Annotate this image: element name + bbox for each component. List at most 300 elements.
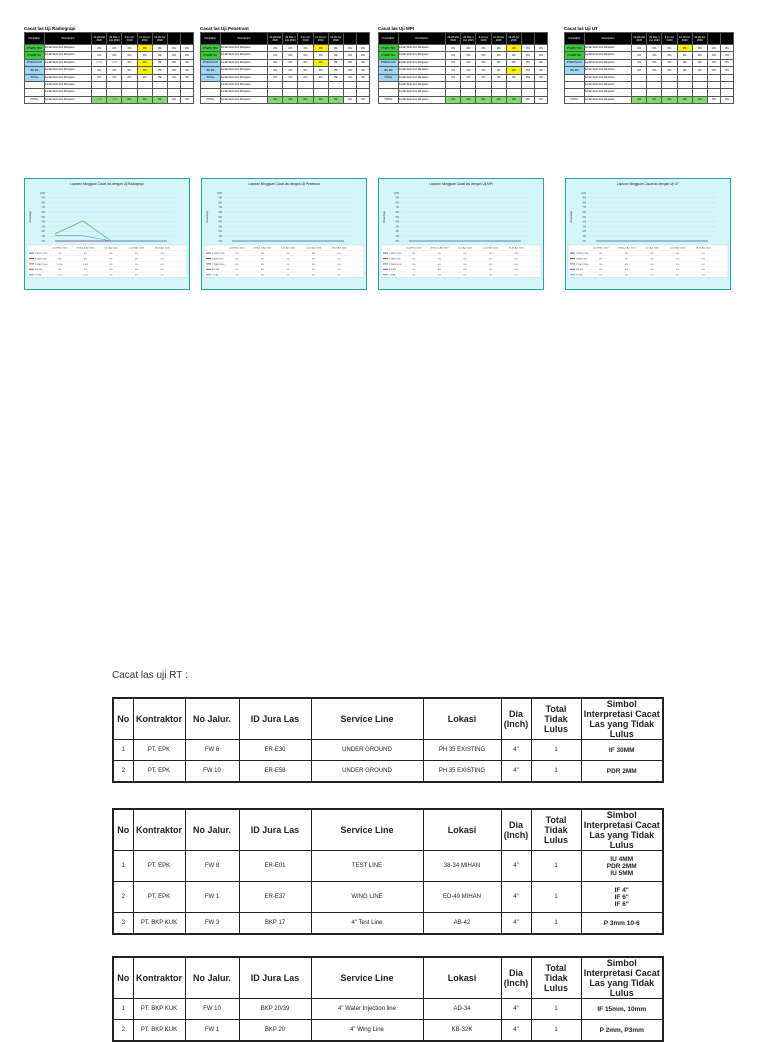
sheet-cell: 0% <box>534 96 547 103</box>
sheet-cell: 0% <box>268 67 283 74</box>
rt-header-cell: ID Jura Las <box>239 698 311 740</box>
sheet-cell: 0% <box>122 74 137 81</box>
sheet-row-label: TOTAL <box>379 74 399 81</box>
chart-data-label: 0% <box>58 258 62 261</box>
sheet-cell <box>647 89 662 96</box>
chart-ytick: 1% <box>218 235 222 238</box>
sheet-cell: 0% <box>137 45 152 52</box>
sheet-row-desc: Jumlah Weld Joint Diinspeksi <box>584 81 632 88</box>
sheet-cell: 0% <box>283 96 298 103</box>
chart-ytick: 6% <box>395 211 399 214</box>
sheet-header-cell: Description <box>44 33 92 45</box>
chart-data-label: 0% <box>489 274 493 277</box>
sheet-row-desc: Jumlah Weld Joint Diinspeksi <box>584 96 632 103</box>
sheet-header-cell: Kontraktor <box>201 33 221 45</box>
sheet-cell: 0% <box>92 52 107 59</box>
rt-cell: WING LINE <box>311 882 423 913</box>
sheet-row <box>201 96 370 103</box>
sheet-row-label: PT.EPK TRX <box>201 45 221 52</box>
chart-legend-label: IKK ER <box>576 269 584 272</box>
sheet-cell: 0% <box>298 74 313 81</box>
chart-ytick: 7% <box>41 206 45 210</box>
sheet-row-label: TOTAL <box>25 74 45 81</box>
rt-cell: 1 <box>531 999 581 1020</box>
sheet-cell <box>122 81 137 88</box>
sheet-cell: 0% <box>461 74 476 81</box>
sheet-cell: 0% <box>180 96 193 103</box>
chart-title: Laporan Mingguan Cacat las dengan Uji Penetrant <box>248 182 320 186</box>
sheet-cell: 0% <box>152 45 167 52</box>
sheet-cell: 0% <box>298 59 313 66</box>
sheet-cell: 0% <box>707 96 720 103</box>
sheet-row-label <box>25 81 45 88</box>
sheet-cell <box>720 89 733 96</box>
sheet-row-desc: Jumlah Weld Joint Diinspeksi <box>44 45 92 52</box>
rt-cell: 4" <box>501 740 531 761</box>
sheet-cell: 0% <box>328 59 343 66</box>
sheet-header-cell: 12-18 Apr 2020 <box>491 33 506 45</box>
rt-cell: ED-49 MIHAN <box>423 882 501 913</box>
chart-data-label: 0% <box>676 274 680 277</box>
rt-cell: PT. EPK <box>133 740 185 761</box>
chart-data-label: 0% <box>235 253 239 255</box>
sheet-header-cell: 5-11 Apr 2020 <box>298 33 313 45</box>
sheet-cell: 0% <box>647 45 662 52</box>
chart-legend-label: TOTAL <box>212 274 219 277</box>
sheet-cell <box>677 74 692 81</box>
chart-data-label: 0% <box>650 263 654 266</box>
sheet-cell: 0% <box>283 59 298 66</box>
sheet-cell <box>122 89 137 96</box>
chart-data-label: 4.2% <box>82 263 88 266</box>
rt-header-cell: Lokasi <box>423 957 501 999</box>
sheet-header-cell: 19-25 Apr 2020 <box>692 33 707 45</box>
sheet-cell: 0% <box>356 74 369 81</box>
sheet-row-desc: Jumlah Weld Joint Diinspeksi <box>584 74 632 81</box>
rt-table-2 <box>112 956 664 1042</box>
sheet-header-cell: 29 Mar-4 Apr 2020 <box>647 33 662 45</box>
sheet-cell <box>677 81 692 88</box>
sheet-cell: 0% <box>313 96 328 103</box>
sheet-header-cell: 29 Mar-4 Apr 2020 <box>107 33 122 45</box>
chart-data-label: 0% <box>337 263 341 266</box>
sheet-row-desc: Jumlah Weld Joint Diinspeksi <box>398 45 446 52</box>
sheet-cell: 0% <box>521 74 534 81</box>
rt-header-cell: Service Line <box>311 957 423 999</box>
rt-row <box>113 761 663 783</box>
sheet-header-cell: 22-28 Mar 2020 <box>446 33 461 45</box>
chart-category-label: 19-25 Apr 2020 <box>695 247 711 250</box>
chart-panel-3 <box>565 178 731 290</box>
sheet-cell: 0% <box>356 67 369 74</box>
chart-data-label: 0% <box>286 274 290 277</box>
rt-cell: 4" <box>501 882 531 913</box>
sheet-cell: 0% <box>107 74 122 81</box>
chart-ytick: 4% <box>395 220 399 224</box>
sheet-header-cell: Description <box>398 33 446 45</box>
rt-cell: FW 10 <box>185 999 239 1020</box>
sheet-cell <box>476 89 491 96</box>
sheet-cell <box>707 74 720 81</box>
sheet-row-label: PT.EPK NG <box>379 52 399 59</box>
sheet-header-cell: 5-11 Apr 2020 <box>662 33 677 45</box>
rt-header-cell: Total Tidak Lulus <box>531 957 581 999</box>
sheet-cell: 0% <box>328 45 343 52</box>
chart-ylabel: Persentage <box>29 210 32 224</box>
chart-series-line <box>55 221 167 241</box>
sheet-header-cell <box>720 33 733 45</box>
sheet-cell: 0% <box>283 74 298 81</box>
chart-panel-0 <box>24 178 190 290</box>
sheet-cell <box>521 89 534 96</box>
sheet-row-desc: Jumlah Weld Joint Diinspeksi <box>44 59 92 66</box>
chart-data-label: 0% <box>83 258 87 261</box>
chart-data-label: 0% <box>701 274 705 277</box>
rt-header-cell: No Jalur. <box>185 809 239 851</box>
sheet-cell: 0% <box>647 96 662 103</box>
sheet-row <box>565 89 734 96</box>
chart-data-label: 0% <box>514 263 518 266</box>
sheet-cell: 0% <box>692 96 707 103</box>
sheet-header-cell: 5-11 Apr 2020 <box>476 33 491 45</box>
sheet-row-label <box>565 74 585 81</box>
sheet-row-desc: Jumlah Weld Joint Diinspeksi <box>44 52 92 59</box>
sheet-cell: 0% <box>137 67 152 74</box>
chart-data-label: 0% <box>135 253 139 255</box>
rt-header-cell: ID Jura Las <box>239 809 311 851</box>
sheet-cell <box>283 81 298 88</box>
sheet-row-desc: Jumlah Weld Joint Diinspeksi <box>220 52 268 59</box>
rt-cell: AD-34 <box>423 999 501 1020</box>
rt-row <box>113 999 663 1020</box>
sheet-cell: 0% <box>534 67 547 74</box>
chart-data-label: 0% <box>701 269 705 272</box>
sheet-cell <box>298 89 313 96</box>
sheet-cell: 0% <box>461 67 476 74</box>
rt-row <box>113 851 663 882</box>
chart-ytick: 6% <box>218 211 222 214</box>
chart-data-label: 0% <box>312 258 316 261</box>
rt-cell: PH 35 EXISTING <box>423 740 501 761</box>
rt-cell: FW 1 <box>185 1020 239 1042</box>
chart-data-label: 0% <box>235 263 239 266</box>
sheet-row-desc: Jumlah Weld Joint Diinspeksi <box>584 67 632 74</box>
sheet-cell: 0% <box>180 45 193 52</box>
sheet-table <box>378 32 548 104</box>
rt-cell: IF 30MM <box>581 740 663 761</box>
sheet-cell: 0% <box>343 45 356 52</box>
rt-header-cell: Service Line <box>311 809 423 851</box>
sheet-cell: 0% <box>677 96 692 103</box>
sheet-header-cell <box>356 33 369 45</box>
rt-cell: 4" Test Line <box>311 913 423 935</box>
sheet-header-cell: Description <box>220 33 268 45</box>
chart-category-label: 29 Mar-4 Apr 2020 <box>430 247 449 250</box>
sheet-2 <box>378 26 548 104</box>
chart-legend-label: IKK ER <box>389 269 397 272</box>
sheet-row-label: PT.BKP KUK <box>379 59 399 66</box>
chart-ytick: 5% <box>395 215 399 219</box>
chart-ytick: 0% <box>41 239 45 243</box>
chart-data-label: 0% <box>235 269 239 272</box>
chart-ytick: 1% <box>395 235 399 238</box>
sheet-header-cell: 12-18 Apr 2020 <box>677 33 692 45</box>
sheet-cell <box>152 89 167 96</box>
sheet-title: Cacat las Uji Penetrant <box>200 26 249 31</box>
rt-header-cell: Dia (Inch) <box>501 957 531 999</box>
sheet-cell: 0% <box>632 45 647 52</box>
sheet-row-desc: Jumlah Weld Joint Diinspeksi <box>44 89 92 96</box>
sheet-cell: 0% <box>268 74 283 81</box>
sheet-cell <box>632 89 647 96</box>
rt-cell: 4" <box>501 1020 531 1042</box>
sheet-cell <box>313 89 328 96</box>
sheet-cell: 0% <box>506 96 521 103</box>
sheet-row-desc: Jumlah Weld Joint Diinspeksi <box>44 96 92 103</box>
sheet-cell: 0% <box>298 52 313 59</box>
sheet-row-label: TOTAL <box>379 96 399 103</box>
sheet-header-row <box>379 33 548 45</box>
sheet-row <box>25 67 194 74</box>
chart-data-label: 0% <box>463 269 467 272</box>
sheet-row <box>25 59 194 66</box>
chart-data-label: 0% <box>312 269 316 272</box>
chart-data-label: 0% <box>286 269 290 272</box>
chart-data-label: 0% <box>437 263 441 266</box>
chart-category-label: 22-28 Mar 2020 <box>229 247 245 250</box>
chart-data-label: 0% <box>412 274 416 277</box>
rt-header-cell: Total Tidak Lulus <box>531 698 581 740</box>
sheet-cell: 0% <box>720 96 733 103</box>
sheet-header-cell: Kontraktor <box>379 33 399 45</box>
sheet-cell: 0% <box>298 96 313 103</box>
sheet-cell <box>298 81 313 88</box>
chart-category-label: 22-28 Mar 2020 <box>406 247 422 250</box>
sheet-cell: 0% <box>476 74 491 81</box>
chart-legend-label: PT.BKP KUK <box>389 263 402 266</box>
sheet-row-label: PT.EPK TRX <box>565 45 585 52</box>
chart-data-label: 0% <box>235 274 239 277</box>
rt-cell: 1 <box>531 882 581 913</box>
sheet-cell <box>268 89 283 96</box>
sheet-row-desc: Jumlah Weld Joint Diinspeksi <box>220 74 268 81</box>
sheet-row-desc: Jumlah Weld Joint Diinspeksi <box>584 45 632 52</box>
chart-ytick: 6% <box>582 211 586 214</box>
chart-data-label: 0% <box>286 253 290 255</box>
chart-data-label: 0% <box>650 269 654 272</box>
sheet-row <box>565 59 734 66</box>
sheet-cell <box>692 74 707 81</box>
chart-data-label: 1.5% <box>57 263 63 266</box>
sheet-header-cell <box>180 33 193 45</box>
rt-header-cell: Service Line <box>311 698 423 740</box>
sheet-cell: 0% <box>692 45 707 52</box>
chart-data-label: 0% <box>599 258 603 261</box>
sheet-header-cell: Description <box>584 33 632 45</box>
chart-data-label: 0% <box>463 263 467 266</box>
sheet-row-desc: Jumlah Weld Joint Diinspeksi <box>398 59 446 66</box>
chart-data-label: 0% <box>260 269 264 272</box>
rt-cell: 1 <box>531 913 581 935</box>
sheet-cell: 0% <box>476 67 491 74</box>
sheet-row <box>565 52 734 59</box>
chart-data-label: 0% <box>624 253 628 255</box>
sheet-row-label: PT.BKP KUK <box>565 59 585 66</box>
sheet-cell: 0% <box>491 96 506 103</box>
rt-row <box>113 913 663 935</box>
sheet-cell: 0% <box>313 74 328 81</box>
sheet-header-cell <box>167 33 180 45</box>
rt-cell: 1 <box>531 761 581 783</box>
sheet-cell: 1.1% <box>92 96 107 103</box>
rt-cell: PT. EPK <box>133 882 185 913</box>
chart-legend-label: PT.EPK NG <box>212 258 224 261</box>
chart-data-label: 0% <box>514 253 518 255</box>
chart-data-label: 0% <box>437 258 441 261</box>
chart-svg <box>25 179 189 289</box>
sheet-cell: 0% <box>328 74 343 81</box>
sheet-row-label: TOTAL <box>25 96 45 103</box>
sheet-row-desc: Jumlah Weld Joint Diinspeksi <box>398 67 446 74</box>
chart-ytick: 2% <box>41 230 45 234</box>
rt-header-cell: Dia (Inch) <box>501 698 531 740</box>
chart-data-label: 0% <box>437 274 441 277</box>
chart-data-label: 0% <box>83 269 87 272</box>
rt-header-cell: Simbol Interpretasi Cacat Las yang Tidak Lulus <box>581 957 663 999</box>
chart-category-label: 19-25 Apr 2020 <box>154 247 170 250</box>
sheet-cell <box>137 89 152 96</box>
sheet-cell <box>343 81 356 88</box>
rt-header-cell: ID Jura Las <box>239 957 311 999</box>
chart-category-label: 22-28 Mar 2020 <box>52 247 68 250</box>
chart-category-label: 12-18 Apr 2020 <box>483 247 499 250</box>
sheet-row-desc: Jumlah Weld Joint Diinspeksi <box>584 89 632 96</box>
chart-data-label: 0% <box>676 253 680 255</box>
sheet-cell: 0% <box>122 67 137 74</box>
sheet-cell: 0% <box>283 67 298 74</box>
sheet-cell <box>662 81 677 88</box>
rt-table-0 <box>112 697 664 783</box>
sheet-row-desc: Jumlah Weld Joint Diinspeksi <box>398 74 446 81</box>
chart-ytick: 2% <box>582 230 586 234</box>
rt-row <box>113 882 663 913</box>
sheet-cell: 0% <box>491 67 506 74</box>
sheet-cell: 0% <box>107 52 122 59</box>
sheet-cell <box>476 81 491 88</box>
sheet-table <box>24 32 194 104</box>
chart-title: Laporan Mingguan Cacat las dengan Uji UT <box>616 182 680 186</box>
sheet-cell: 0% <box>92 45 107 52</box>
sheet-cell: 0% <box>647 67 662 74</box>
sheet-row <box>379 45 548 52</box>
sheet-cell <box>167 81 180 88</box>
rt-cell: 38-34 MIHAN <box>423 851 501 882</box>
sheet-row-label <box>201 89 221 96</box>
sheet-row-desc: Jumlah Weld Joint Diinspeksi <box>220 81 268 88</box>
rt-header-cell: Total Tidak Lulus <box>531 809 581 851</box>
sheet-header-cell: 19-25 Apr 2020 <box>506 33 521 45</box>
sheet-header-cell: Kontraktor <box>565 33 585 45</box>
sheet-cell <box>707 81 720 88</box>
sheet-cell: 0% <box>461 52 476 59</box>
sheet-cell: 0% <box>137 59 152 66</box>
chart-data-label: 0% <box>312 274 316 277</box>
sheet-cell: 0% <box>328 67 343 74</box>
sheet-cell: 1.5% <box>92 59 107 66</box>
sheet-row-label: PT.EPK TRX <box>25 45 45 52</box>
chart-legend-label: IKK ER <box>212 269 220 272</box>
rt-cell: IF 4" IF 6" IF 6" <box>581 882 663 913</box>
chart-panel-1 <box>201 178 367 290</box>
sheet-row <box>201 45 370 52</box>
chart-ytick: 2% <box>218 230 222 234</box>
sheet-table <box>200 32 370 104</box>
sheet-cell: 0% <box>662 52 677 59</box>
sheet-cell: 0% <box>356 45 369 52</box>
sheet-title: Cacat las Uji UT <box>564 26 599 31</box>
sheet-cell: 0% <box>343 74 356 81</box>
sheet-cell <box>720 74 733 81</box>
sheet-row-desc: Jumlah Weld Joint Diinspeksi <box>220 59 268 66</box>
sheet-cell: 0% <box>461 59 476 66</box>
sheet-row-label: TOTAL <box>201 74 221 81</box>
sheet-cell: 0% <box>167 96 180 103</box>
rt-cell: 1 <box>113 740 133 761</box>
sheet-cell: 0% <box>491 45 506 52</box>
sheet-header-cell <box>707 33 720 45</box>
sheet-row <box>379 96 548 103</box>
chart-data-label: 0% <box>260 253 264 255</box>
chart-ytick: 10% <box>217 191 222 195</box>
rt-cell: PDR 2MM <box>581 761 663 783</box>
sheet-cell: 0% <box>506 52 521 59</box>
chart-data-label: 0% <box>260 258 264 261</box>
sheet-row-label: TOTAL <box>201 96 221 103</box>
sheet-3 <box>564 26 734 104</box>
rt-header-cell: Lokasi <box>423 698 501 740</box>
chart-data-label: 0% <box>160 274 164 277</box>
sheet-row-desc: Jumlah Weld Joint Diinspeksi <box>398 52 446 59</box>
sheet-cell <box>662 89 677 96</box>
chart-title: Laporan Mingguan Cacat las dengan Uji MPI <box>429 182 493 186</box>
sheet-cell: 0% <box>521 67 534 74</box>
sheet-row <box>379 67 548 74</box>
sheet-row-label <box>565 89 585 96</box>
chart-data-label: 0% <box>337 269 341 272</box>
sheet-cell <box>328 89 343 96</box>
sheet-cell: 0% <box>461 45 476 52</box>
chart-data-label: 0% <box>235 258 239 261</box>
sheet-cell: 0% <box>167 74 180 81</box>
chart-data-label: 0% <box>599 253 603 255</box>
rt-header-cell: No <box>113 809 133 851</box>
sheet-row <box>201 59 370 66</box>
chart-legend-label: PT.EPK TRX <box>35 253 48 255</box>
chart-legend-label: PT.EPK TRX <box>212 253 225 255</box>
chart-legend-label: PT.EPK NG <box>35 258 47 261</box>
chart-data-label: 0% <box>650 253 654 255</box>
chart-data-label: 0% <box>412 253 416 255</box>
chart-category-label: 29 Mar-4 Apr 2020 <box>253 247 272 250</box>
sheet-row <box>201 52 370 59</box>
chart-ytick: 4% <box>582 220 586 224</box>
sheet-row <box>201 81 370 88</box>
sheet-row-desc: Jumlah Weld Joint Diinspeksi <box>398 81 446 88</box>
sheet-cell: 0% <box>491 74 506 81</box>
chart-title: Laporan Mingguan Cacat las dengan Uji Radiograpi <box>70 182 144 186</box>
sheet-row <box>201 74 370 81</box>
sheet-cell: 0% <box>707 59 720 66</box>
